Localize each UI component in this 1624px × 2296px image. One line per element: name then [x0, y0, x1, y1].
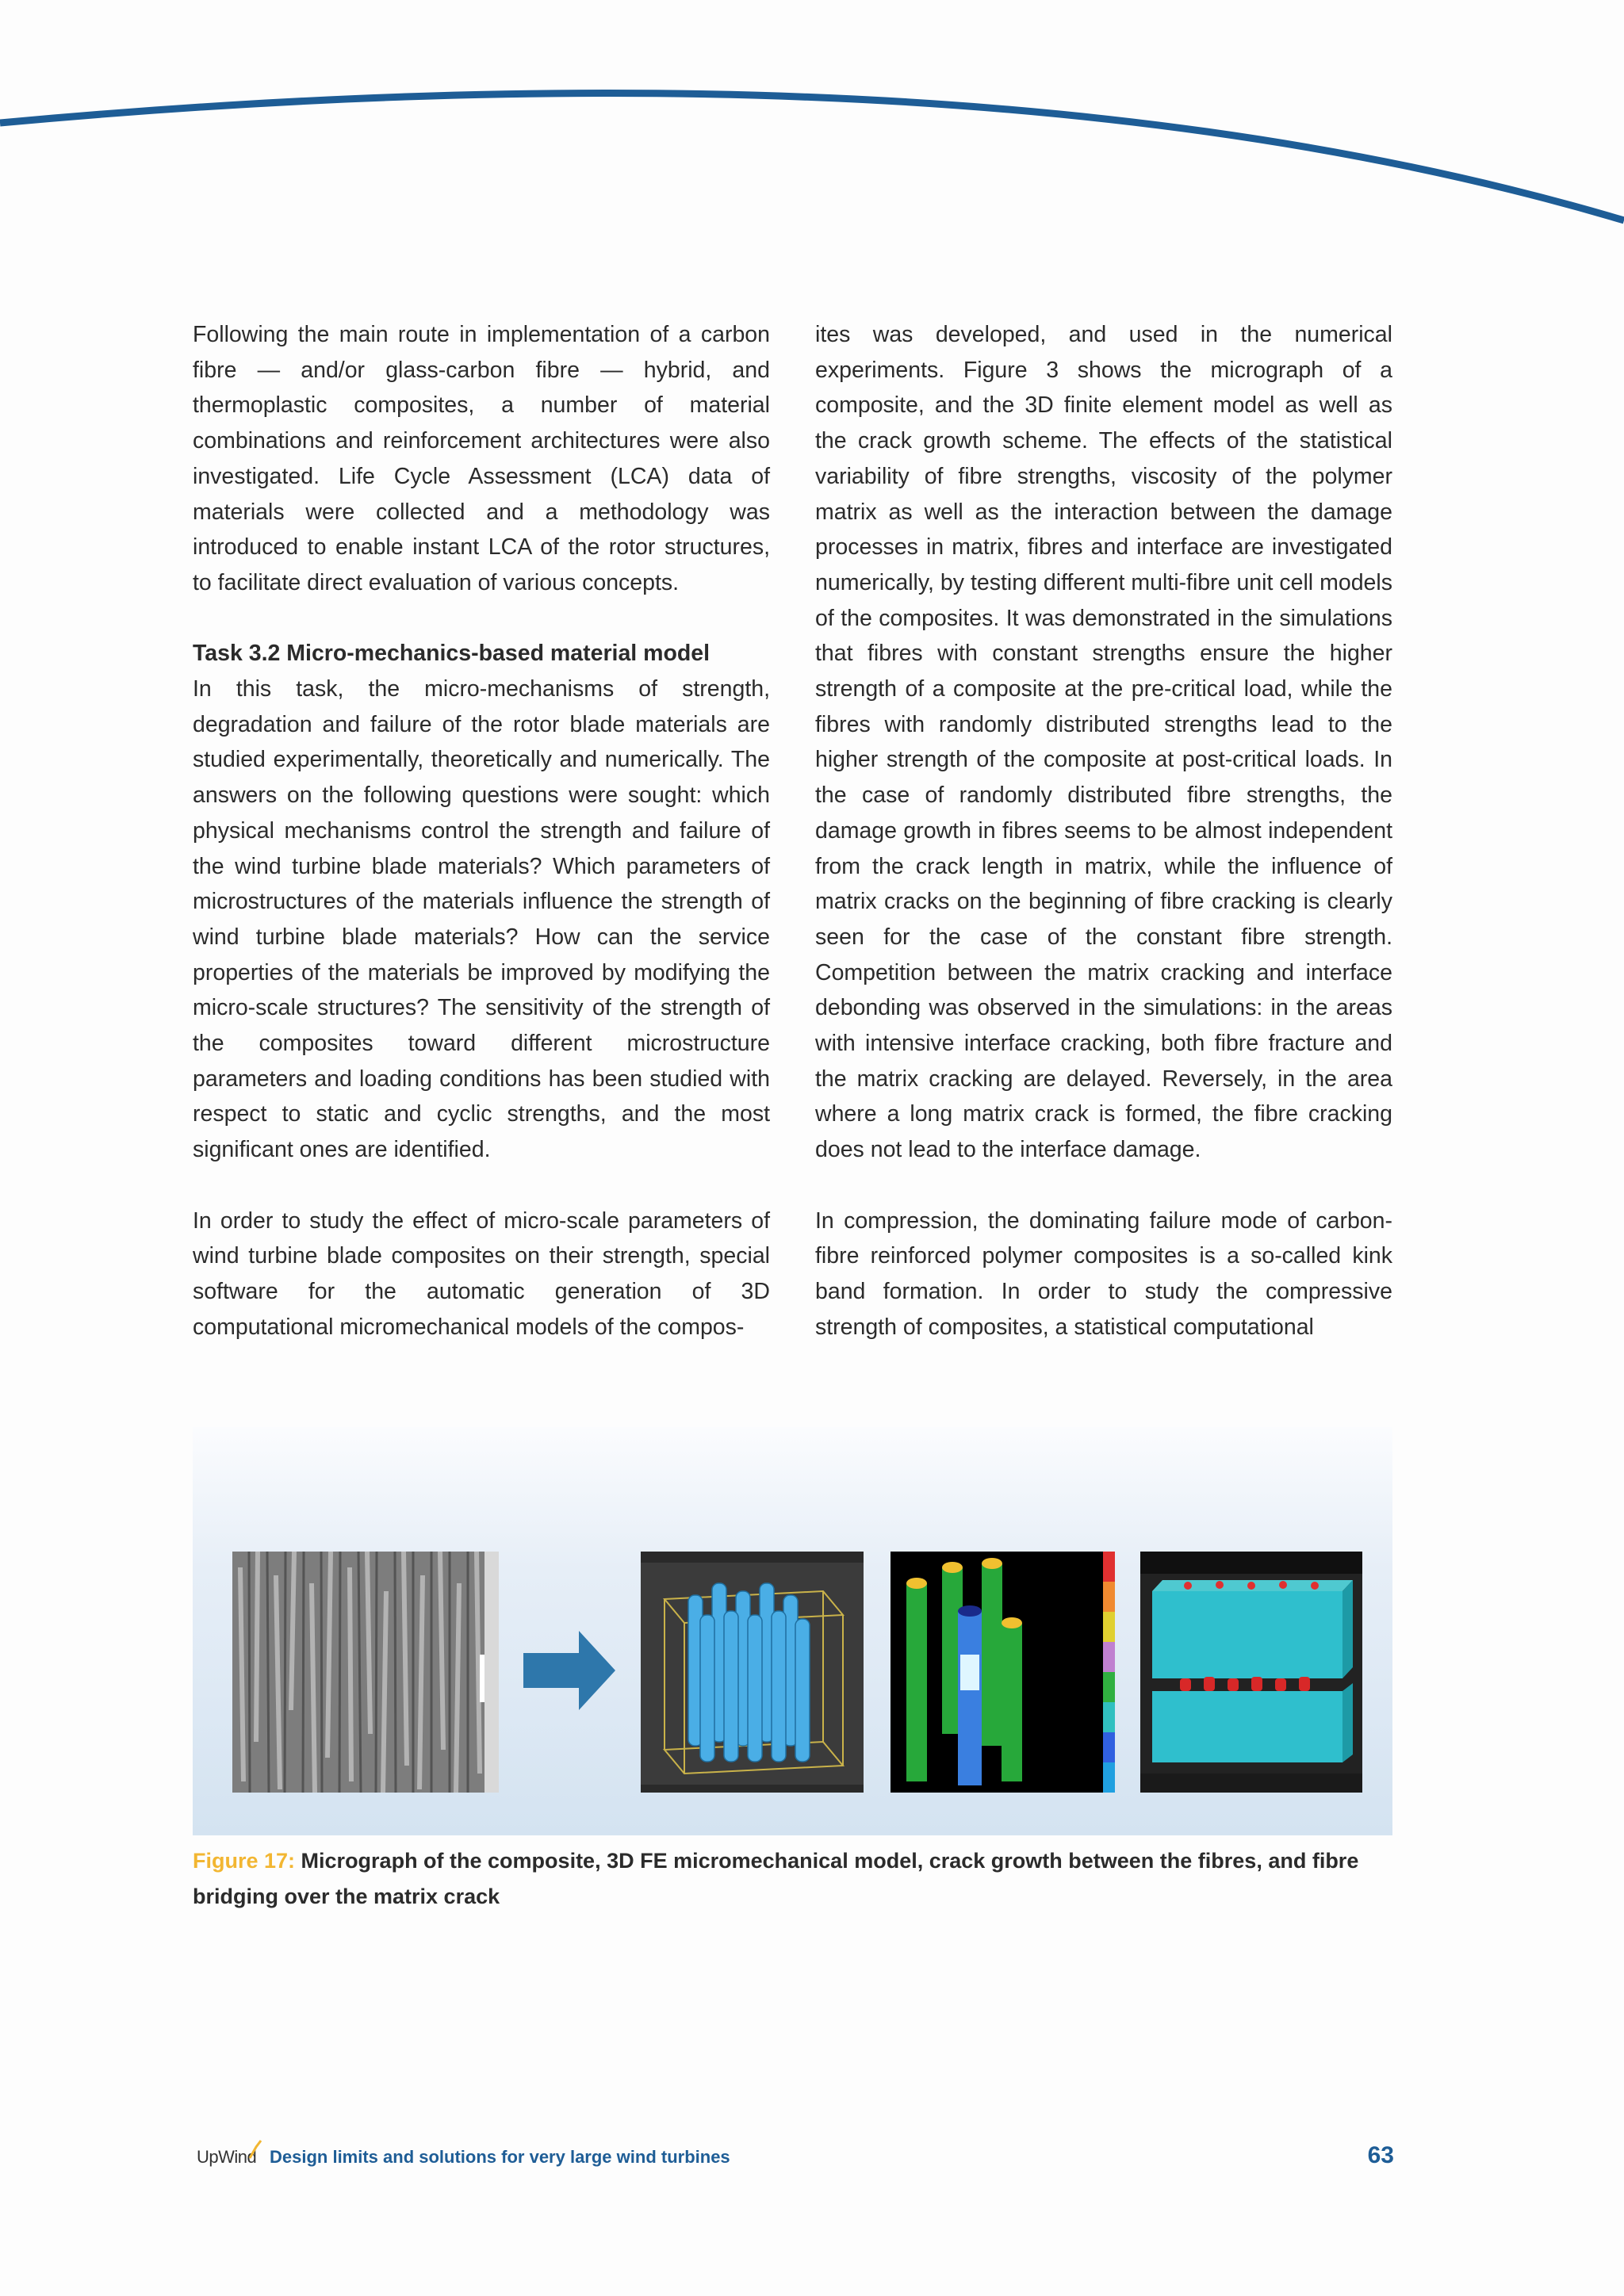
left-para-1: Following the main route in implementation of a carbon fibre — and/or glass-carbon fibre — hybrid, and thermoplastic composites, a number of material combinations and reinforcement architectures were also investigated. Life Cycle Assessment (LCA) data of materials were collected and a methodology was introduced to enable instant LCA of the rotor structures, to facilitate direct evaluation of various concepts.: [193, 322, 770, 595]
left-para-3: In order to study the effect of micro-scale parameters of wind turbine blade composites on their strength, special software for the automatic generation of 3D computational micromechanical models of the compos-: [193, 1207, 770, 1340]
right-para-2: In compression, the dominating failure mode of carbon-fibre reinforced polymer composites is a so-called kink band formation. In order to study the compressive strength of composites, a statistical computational: [815, 1207, 1392, 1340]
figure-caption-text: Micrograph of the composite, 3D FE micromechanical model, crack growth between the fibres, and fibre bridging over the matrix crack: [193, 1849, 1359, 1908]
figure-label: Figure 17:: [193, 1849, 296, 1873]
left-para-2: In this task, the micro-mechanisms of strength, degradation and failure of the rotor blade materials are studied experimentally, theoretically and numerically. The answers on the following questions were sought: which physical mechanisms control the strength and failure of the wind turbine blade materials? Which parameters of microstructures of the materials influence the strength of wind turbine blade materials? How can the service properties of the materials be improved by modifying the micro-scale structures? The sensitivity of the strength of the composites toward different microstructure parameters and loading conditions has been studied with respect to static and cyclic strengths, and the most significant ones are identified.: [193, 676, 770, 1163]
fibre-bridging-image: [1140, 1552, 1362, 1793]
page-footer: [197, 2142, 1394, 2174]
micrograph-image: [232, 1552, 499, 1793]
figure-caption: [193, 1843, 1392, 1914]
fe-model-image: [641, 1552, 864, 1793]
wind-logo-icon: [247, 2139, 264, 2160]
figure-panel: [193, 1427, 1392, 1835]
right-para-1: ites was developed, and used in the numerical experiments. Figure 3 shows the micrograph of a composite, and the 3D finite element model as well as the crack growth scheme. The effects of the statistical variability of fibre strengths, viscosity of the polymer matrix as well as the interaction between the damage processes in matrix, fibres and interface are investigated numerically, by testing different multi-fibre unit cell models of the composites. It was demonstrated in the simulations that fibres with constant strengths ensure the higher strength of a composite at the pre-critical load, while the fibres with randomly distributed strengths lead to the higher strength of the composite at post-critical loads. In the case of randomly distributed fibre strengths, the damage growth in fibres seems to be almost independent from the crack length in matrix, while the influence of matrix cracks on the beginning of fibre cracking is clearly seen for the case of the constant fibre strength. Competition between the matrix cracking and interface debonding was observed in the simulations: in the areas with intensive interface cracking, both fibre fracture and the matrix cracking are delayed. Reversely, in the area where a long matrix crack is formed, the fibre cracking does not lead to the interface damage.: [815, 322, 1392, 1163]
footer-tagline: Design limits and solutions for very large wind turbines: [270, 2147, 730, 2167]
left-column: [193, 317, 770, 1345]
page-number: 63: [1367, 2142, 1394, 2168]
right-column: [815, 317, 1392, 1345]
right-arrow-icon: [523, 1631, 615, 1710]
header-arc-decoration: [0, 0, 1624, 254]
crack-growth-image: [891, 1552, 1115, 1793]
upwind-logo: UpWind: [197, 2147, 257, 2167]
section-heading: Task 3.2 Micro-mechanics-based material model: [193, 641, 710, 667]
